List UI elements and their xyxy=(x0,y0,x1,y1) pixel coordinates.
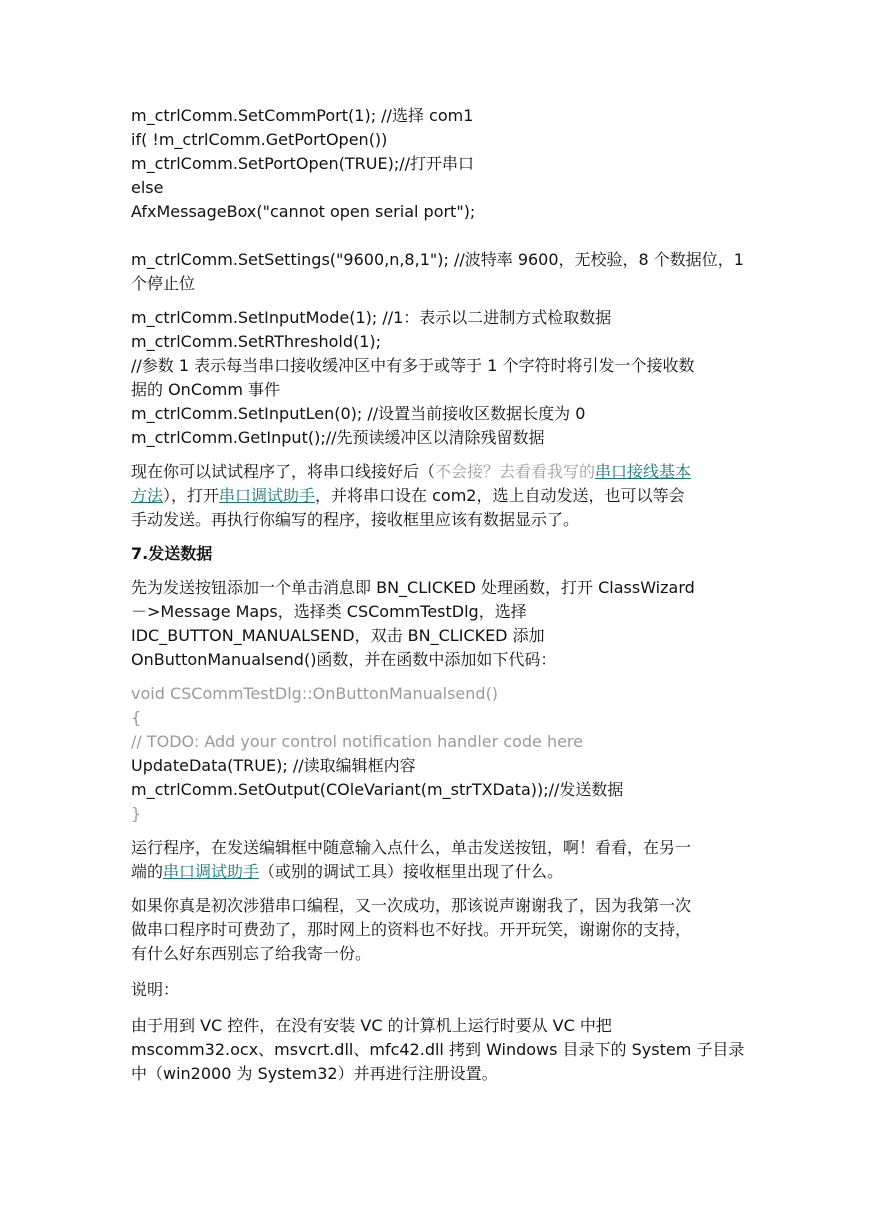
para-text: ，并将串口设在 com2，选上自动发送，也可以等会 xyxy=(315,486,685,505)
para-text: mscomm32.ocx、msvcrt.dll、mfc42.dll 拷到 Windows 目录下的 System 子目录 xyxy=(131,1040,745,1059)
para-text: 由于用到 VC 控件，在没有安装 VC 的计算机上运行时要从 VC 中把 xyxy=(131,1016,612,1035)
code-line: m_ctrlComm.SetSettings("9600,n,8,1"); //波特率 9600，无校验，8 个数据位，1 xyxy=(131,250,744,269)
para-text: －>Message Maps，选择类 CSCommTestDlg，选择 xyxy=(131,602,527,621)
para-text: 做串口程序时可费劲了，那时网上的资料也不好找。开开玩笑，谢谢你的支持， xyxy=(131,920,692,939)
code-line: m_ctrlComm.SetRThreshold(1); xyxy=(131,332,382,351)
para-text: 端的 xyxy=(131,862,164,881)
code-line: m_ctrlComm.SetCommPort(1); //选择 com1 xyxy=(131,106,474,125)
code-line: { xyxy=(131,708,142,727)
paragraph-note xyxy=(131,1014,743,1086)
code-line: if( !m_ctrlComm.GetPortOpen()) xyxy=(131,130,388,149)
para-text: （或别的调试工具）接收框里出现了什么。 xyxy=(259,862,564,881)
para-text: 现在你可以试试程序了，将串口线接好后（ xyxy=(131,462,436,481)
code-block-settings xyxy=(131,248,743,296)
code-line: AfxMessageBox("cannot open serial port"); xyxy=(131,202,476,221)
paragraph-send-handler xyxy=(131,576,743,672)
paragraph-test-program xyxy=(131,460,743,532)
code-block-input-mode xyxy=(131,306,743,450)
para-text: 中（win2000 为 System32）并再进行注册设置。 xyxy=(131,1064,498,1083)
code-line: // TODO: Add your control notification handler code here xyxy=(131,732,583,751)
code-block-send-function xyxy=(131,682,743,826)
note-label: 说明： xyxy=(131,980,180,999)
para-gray-text: 不会接？去看看我写的 xyxy=(435,462,596,481)
code-line: m_ctrlComm.GetInput();//先预读缓冲区以清除残留数据 xyxy=(131,428,545,447)
code-line: //参数 1 表示每当串口接收缓冲区中有多于或等于 1 个字符时将引发一个接收数 xyxy=(131,356,695,375)
serial-wiring-link[interactable]: 串口接线基本 xyxy=(595,462,692,481)
para-text: 先为发送按钮添加一个单击消息即 BN_CLICKED 处理函数，打开 ClassWizard xyxy=(131,578,695,597)
para-text: IDC_BUTTON_MANUALSEND，双击 BN_CLICKED 添加 xyxy=(131,626,545,645)
para-text: ），打开 xyxy=(163,486,220,505)
code-line: UpdateData(TRUE); //读取编辑框内容 xyxy=(131,756,416,775)
serial-wiring-link-continued[interactable]: 方法 xyxy=(131,486,164,505)
para-text: 运行程序，在发送编辑框中随意输入点什么，单击发送按钮，啊！看看，在另一 xyxy=(131,838,692,857)
code-line: m_ctrlComm.SetInputMode(1); //1：表示以二进制方式检取数据 xyxy=(131,308,612,327)
document-page xyxy=(131,104,743,1086)
code-line: void CSCommTestDlg::OnButtonManualsend() xyxy=(131,684,499,703)
code-line: } xyxy=(131,804,142,823)
code-line: m_ctrlComm.SetOutput(COleVariant(m_strTXData));//发送数据 xyxy=(131,780,624,799)
paragraph-thanks xyxy=(131,894,743,966)
serial-debug-assistant-link[interactable]: 串口调试助手 xyxy=(163,862,260,881)
serial-debug-assistant-link[interactable]: 串口调试助手 xyxy=(219,486,316,505)
code-line: 个停止位 xyxy=(131,274,196,293)
section-heading: 7.发送数据 xyxy=(131,544,213,563)
para-text: 手动发送。再执行你编写的程序，接收框里应该有数据显示了。 xyxy=(131,510,580,529)
para-text: 有什么好东西别忘了给我寄一份。 xyxy=(131,944,372,963)
code-line: m_ctrlComm.SetInputLen(0); //设置当前接收区数据长度为 0 xyxy=(131,404,586,423)
code-line: m_ctrlComm.SetPortOpen(TRUE);//打开串口 xyxy=(131,154,474,173)
para-text: 如果你真是初次涉猎串口编程，又一次成功，那该说声谢谢我了，因为我第一次 xyxy=(131,896,692,915)
code-block-open-port xyxy=(131,104,743,224)
code-line: 据的 OnComm 事件 xyxy=(131,380,281,399)
para-text: OnButtonManualsend()函数，并在函数中添加如下代码： xyxy=(131,650,557,669)
paragraph-run-program xyxy=(131,836,743,884)
code-line: else xyxy=(131,178,164,197)
